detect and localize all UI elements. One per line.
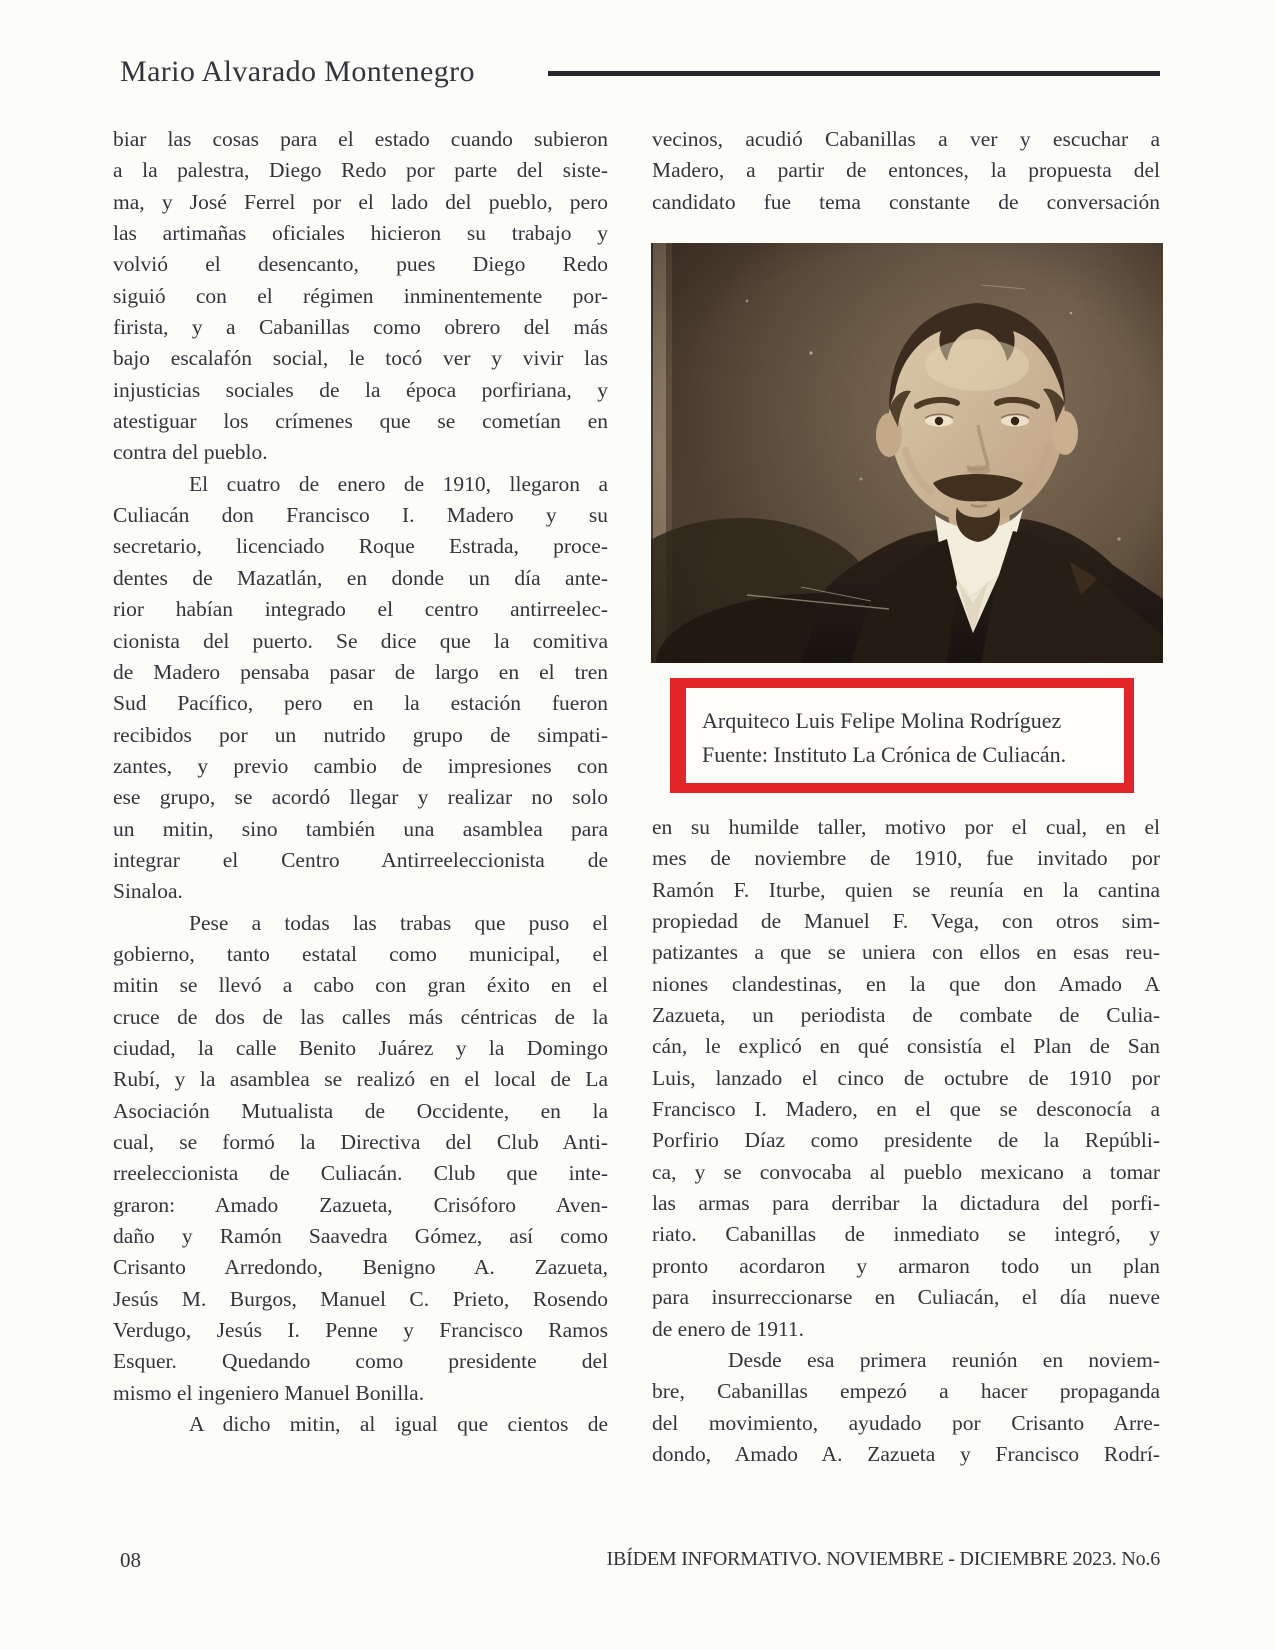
page-number: 08 [120, 1548, 141, 1572]
text-line: El cuatro de enero de 1910, llegaron a [189, 471, 608, 496]
text-line: las artimañas oficiales hicieron su trabajo y [113, 221, 608, 246]
text-line: Francisco I. Madero, en el que se desconocía a [652, 1097, 1160, 1122]
text-line: ma, y José Ferrel por el lado del pueblo, pero [113, 189, 608, 214]
text-line: mismo el ingeniero Manuel Bonilla. [113, 1380, 425, 1405]
text-line: cual, se formó la Directiva del Club Anti- [113, 1130, 608, 1154]
text-line: daño y Ramón Saavedra Gómez, así como [113, 1224, 608, 1249]
text-line: Crisanto Arredondo, Benigno A. Zazueta, [113, 1255, 608, 1280]
paragraph [652, 124, 1160, 218]
text-line: A dicho mitin, al igual que cientos de [189, 1412, 608, 1437]
text-line: cionista del puerto. Se dice que la comitiva [113, 628, 608, 653]
text-line: gobierno, tanto estatal como municipal, el [113, 941, 608, 966]
text-line: mes de noviembre de 1910, fue invitado por [652, 846, 1160, 871]
text-line: para insurreccionarse en Culiacán, el día nueve [652, 1285, 1160, 1310]
text-line: recibidos por un nutrido grupo de simpati- [113, 722, 608, 747]
text-line: Madero, a partir de entonces, la propuesta del [652, 158, 1160, 183]
text-line: siguió con el régimen inminentemente por- [113, 283, 608, 308]
text-line: patizantes a que se uniera con ellos en esas reu- [652, 940, 1160, 965]
text-line: contra del pueblo. [113, 440, 268, 465]
text-line: Culiacán don Francisco I. Madero y su [113, 503, 608, 528]
text-line: propiedad de Manuel F. Vega, con otros sim- [652, 909, 1160, 934]
text-line: cán, le explicó en qué consistía el Plan de San [652, 1034, 1160, 1059]
text-line: rior habían integrado el centro antirreelec- [113, 597, 608, 622]
text-line: cruce de dos de las calles más céntricas de la [113, 1004, 608, 1029]
caption-title: Arquiteco Luis Felipe Molina Rodríguez [702, 708, 1062, 733]
text-line: bre, Cabanillas empezó a hacer propaganda [652, 1379, 1160, 1404]
right-column-intro [652, 124, 1160, 218]
text-line: Porfirio Díaz como presidente de la Repúbli- [652, 1128, 1160, 1153]
text-line: ca, y se convocaba al pueblo mexicano a tomar [652, 1159, 1160, 1184]
paragraph [652, 1345, 1160, 1470]
text-line: firista, y a Cabanillas como obrero del más [113, 315, 608, 340]
text-line: Luis, lanzado el cinco de octubre de 1910 por [652, 1065, 1160, 1090]
text-line: Ramón F. Iturbe, quien se reunía en la cantina [652, 877, 1160, 902]
text-line: Rubí, y la asamblea se realizó en el local de La [113, 1067, 608, 1092]
text-line: zantes, y previo cambio de impresiones con [113, 753, 608, 778]
text-line: riato. Cabanillas de inmediato se integró, y [652, 1222, 1160, 1247]
text-line: dondo, Amado A. Zazueta y Francisco Rodrí- [652, 1441, 1160, 1466]
portrait-photo [651, 243, 1163, 663]
text-line: Asociación Mutualista de Occidente, en la [113, 1098, 608, 1123]
text-line: secretario, licenciado Roque Estrada, proce- [113, 534, 608, 559]
text-line: a la palestra, Diego Redo por parte del siste- [113, 158, 608, 183]
text-line: vecinos, acudió Cabanillas a ver y escuchar a [652, 127, 1160, 151]
text-line: Esquer. Quedando como presidente del [113, 1349, 608, 1374]
text-line: las armas para derribar la dictadura del porfi- [652, 1191, 1160, 1216]
text-line: un mitin, sino también una asamblea para [113, 816, 608, 841]
portrait-photo-image [651, 243, 1163, 663]
text-line: injusticias sociales de la época porfiriana, y [113, 377, 608, 402]
text-line: atestiguar los crímenes que se cometían en [113, 409, 608, 434]
paragraph [113, 469, 608, 908]
text-line: Zazueta, un periodista de combate de Culia- [652, 1003, 1160, 1028]
text-line: graron: Amado Zazueta, Crisóforo Aven- [113, 1192, 608, 1217]
header-rule [548, 71, 1160, 76]
text-line: Desde esa primera reunión en noviem- [728, 1347, 1160, 1372]
text-line: biar las cosas para el estado cuando subieron [113, 127, 608, 151]
left-text-column [113, 124, 608, 1440]
text-line: ese grupo, se acordó llegar y realizar no solo [113, 785, 608, 810]
text-line: candidato fue tema constante de conversación [652, 189, 1160, 214]
text-line: Jesús M. Burgos, Manuel C. Prieto, Rosendo [113, 1286, 608, 1311]
text-line: en su humilde taller, motivo por el cual, en el [652, 815, 1160, 839]
text-line: Pese a todas las trabas que puso el [189, 910, 608, 935]
text-line: rreeleccionista de Culiacán. Club que inte- [113, 1161, 608, 1186]
footer-journal-line: IBÍDEM INFORMATIVO. NOVIEMBRE - DICIEMBRE 2023. No.6 [606, 1548, 1160, 1570]
paragraph [113, 124, 608, 469]
text-line: bajo escalafón social, le tocó ver y vivir las [113, 346, 608, 371]
text-line: del movimiento, ayudado por Crisanto Arre- [652, 1410, 1160, 1435]
text-line: volvió el desencanto, pues Diego Redo [113, 252, 608, 277]
photo-caption-box [670, 678, 1134, 793]
text-line: ciudad, la calle Benito Juárez y la Domingo [113, 1035, 608, 1060]
text-line: niones clandestinas, en la que don Amado A [652, 971, 1160, 996]
paragraph [113, 1409, 608, 1440]
text-line: mitin se llevó a cabo con gran éxito en el [113, 973, 608, 998]
text-line: Sinaloa. [113, 879, 183, 904]
text-line: dentes de Mazatlán, en donde un día ante- [113, 565, 608, 590]
text-line: Verdugo, Jesús I. Penne y Francisco Ramos [113, 1318, 608, 1343]
paragraph [652, 812, 1160, 1345]
text-line: integrar el Centro Antirreeleccionista de [113, 847, 608, 872]
paragraph [113, 908, 608, 1410]
text-line: de Madero pensaba pasar de largo en el tren [113, 659, 608, 684]
text-line: pronto acordaron y armaron todo un plan [652, 1253, 1160, 1278]
text-line: Sud Pacífico, pero en la estación fueron [113, 691, 608, 716]
right-text-column [652, 812, 1160, 1470]
caption-source: Fuente: Instituto La Crónica de Culiacán. [702, 741, 1067, 767]
author-name: Mario Alvarado Montenegro [120, 55, 475, 88]
text-line: de enero de 1911. [652, 1316, 805, 1341]
